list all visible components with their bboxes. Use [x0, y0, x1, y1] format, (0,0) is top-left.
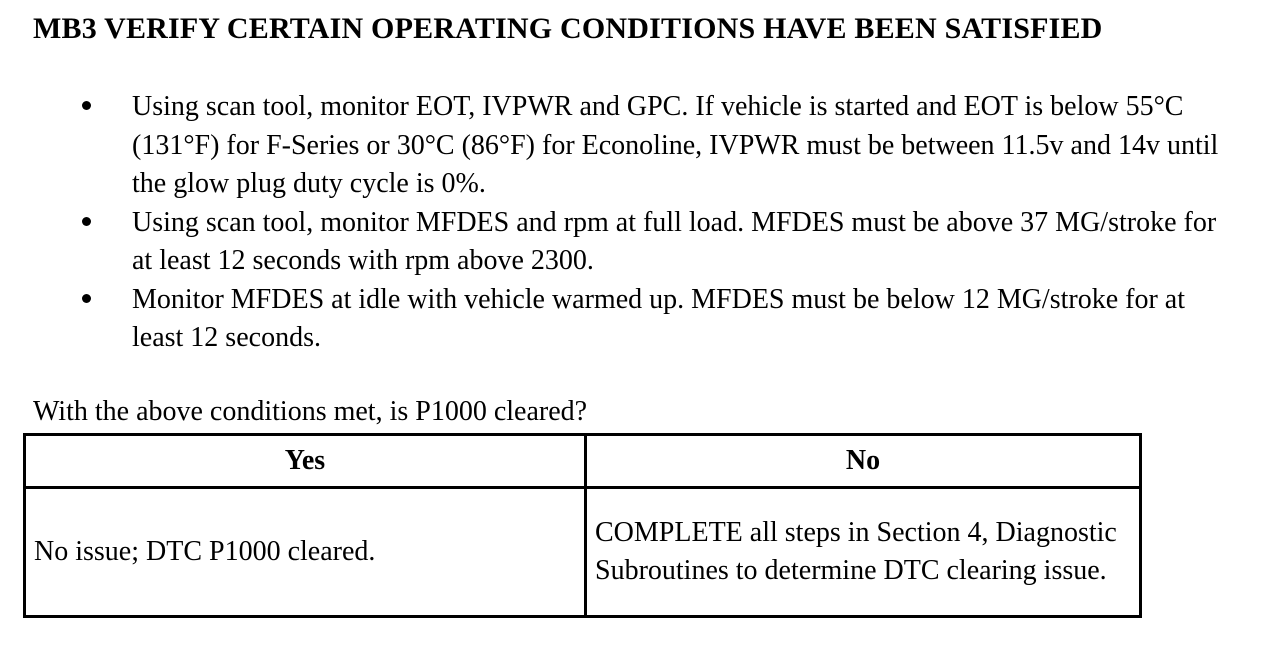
condition-text: Monitor MFDES at idle with vehicle warmed up. MFDES must be below 12 MG/stroke for at least 12 seconds.	[132, 283, 1185, 353]
yes-header: Yes	[25, 435, 586, 488]
condition-text: Using scan tool, monitor EOT, IVPWR and GPC. If vehicle is started and EOT is below 55°C (131°F) for F-Series or 30°C (86°F) for Econoline, IVPWR must be between 11.5v and 14v until the glow plug duty cycle is 0%.	[132, 91, 1219, 199]
yes-action-cell: No issue; DTC P1000 cleared.	[25, 488, 586, 617]
decision-table	[23, 433, 1142, 618]
no-header: No	[586, 435, 1141, 488]
table-header-row	[25, 435, 1141, 488]
no-action-cell: COMPLETE all steps in Section 4, Diagnostic Subroutines to determine DTC clearing issue.	[586, 488, 1141, 617]
bullet-icon	[82, 217, 91, 226]
bullet-icon	[82, 101, 91, 110]
page-title: MB3 VERIFY CERTAIN OPERATING CONDITIONS HAVE BEEN SATISFIED	[33, 12, 1103, 45]
list-item	[82, 88, 1242, 204]
condition-text: Using scan tool, monitor MFDES and rpm at full load. MFDES must be above 37 MG/stroke for at least 12 seconds with rpm above 2300.	[132, 206, 1217, 276]
list-item	[82, 281, 1242, 358]
table-row	[25, 488, 1141, 617]
decision-question: With the above conditions met, is P1000 cleared?	[33, 396, 588, 427]
condition-list	[82, 88, 1242, 358]
bullet-icon	[82, 294, 91, 303]
list-item	[82, 204, 1242, 281]
